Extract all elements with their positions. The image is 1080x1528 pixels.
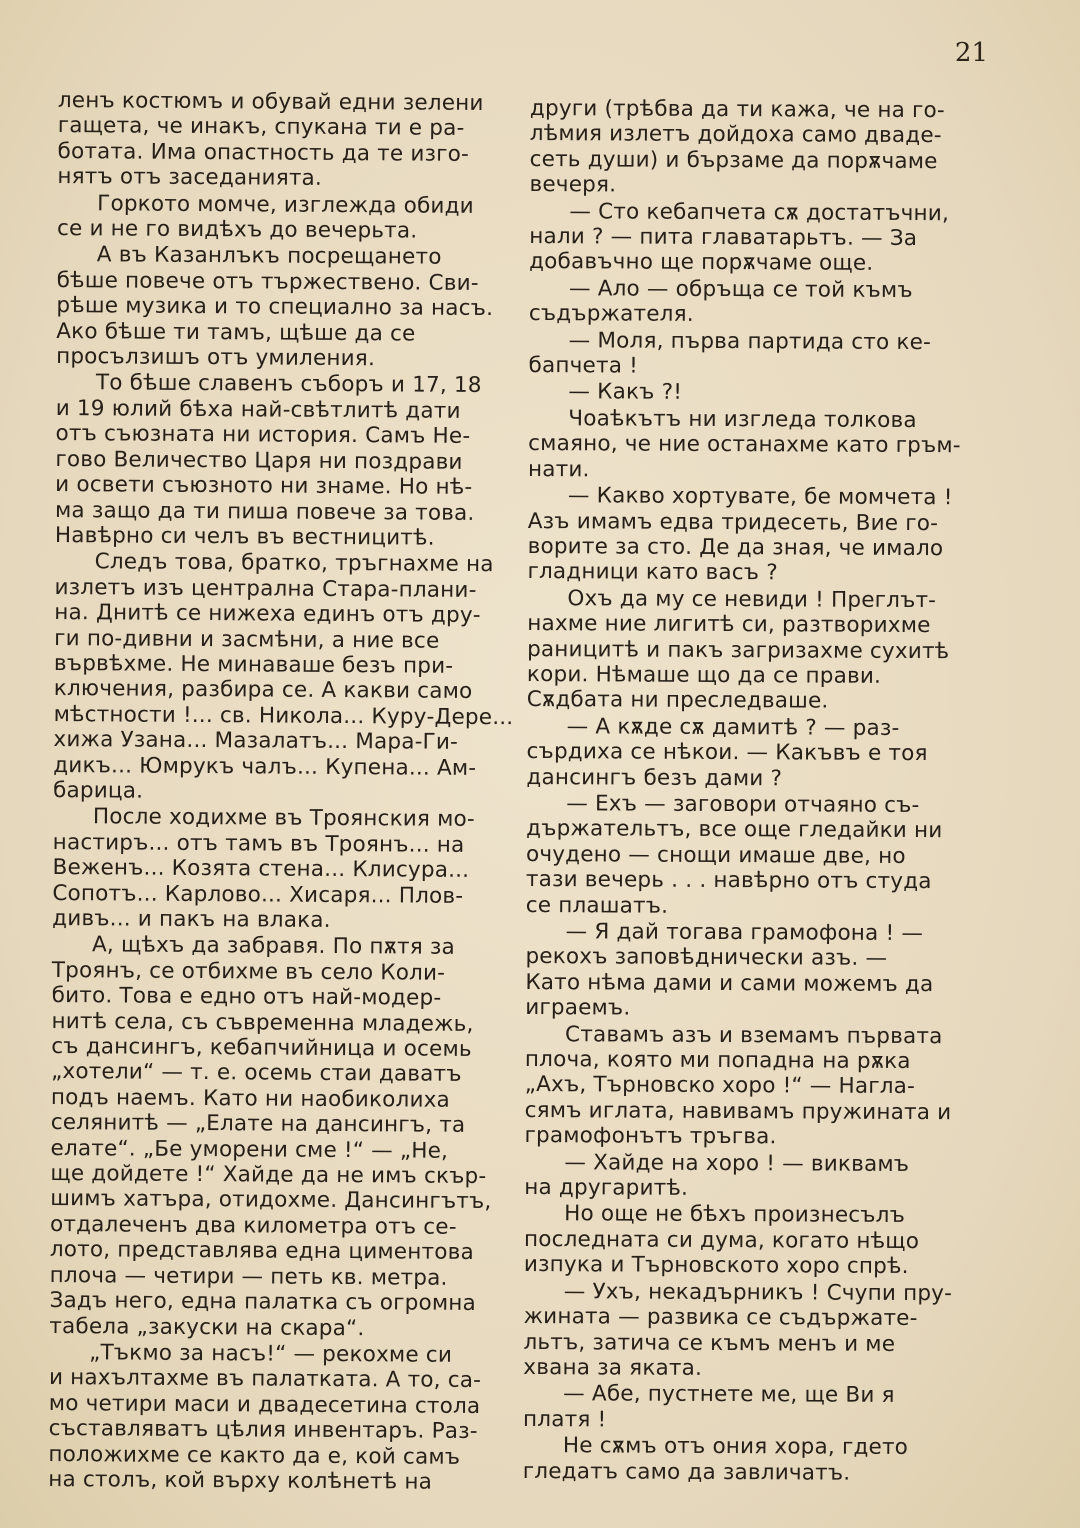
paragraph bbox=[57, 191, 521, 245]
text-line: нятъ отъ заседанията. bbox=[57, 164, 323, 192]
text-line: селянитѣ — „Елате на дансингъ, та bbox=[50, 1110, 466, 1139]
text-line: „Тъкмо за насъ!“ — рекохме си bbox=[89, 1340, 453, 1368]
paragraph bbox=[524, 1150, 982, 1203]
text-line: се плашатъ. bbox=[525, 892, 669, 919]
text-line: последната си дума, когато нѣщо bbox=[523, 1226, 920, 1254]
text-line: нитѣ села, съ съвременна младежь, bbox=[51, 1008, 474, 1037]
text-line: Охъ да му се невиди ! Преглът- bbox=[567, 585, 937, 613]
text-line: други (трѣбва да ти кажа, че на го- bbox=[529, 96, 945, 124]
paragraph bbox=[56, 242, 521, 372]
paragraph bbox=[527, 586, 986, 715]
text-line: ворите за сто. Де да зная, че имало bbox=[527, 533, 944, 562]
text-line: дивъ... и пакъ на влака. bbox=[52, 905, 331, 933]
paragraph bbox=[528, 379, 986, 407]
paragraph bbox=[48, 1340, 513, 1496]
text-line: — Сто кебапчета сѫ достатъчни, bbox=[569, 198, 950, 226]
text-line: Ако бѣше ти тамъ, щѣше да се bbox=[56, 318, 416, 347]
paragraph bbox=[523, 1433, 981, 1486]
text-line: държательтъ, все още гледайки ни bbox=[526, 816, 943, 844]
text-line: — Ало — обръща се той къмъ bbox=[568, 276, 913, 303]
text-line: бито. Това е едно отъ най-модер- bbox=[51, 983, 442, 1011]
text-line: плоча, която ми попадна на рѫка bbox=[524, 1047, 911, 1075]
text-line: ги по-дивни и засмѣни, а ние все bbox=[54, 625, 440, 654]
text-line: на столъ, кой върху колѣнетѣ на bbox=[48, 1466, 433, 1495]
text-line: жината — развика се съдържате- bbox=[523, 1304, 918, 1332]
text-line: дансингъ безъ дами ? bbox=[526, 764, 783, 791]
text-line: вървѣхме. Не минаваше безъ при- bbox=[53, 650, 454, 679]
text-line: нати. bbox=[527, 456, 590, 483]
text-line: отдалеченъ два километра отъ се- bbox=[49, 1211, 457, 1240]
text-line: гово Величество Царя ни поздрави bbox=[55, 446, 463, 475]
text-line: хвана за яката. bbox=[523, 1354, 703, 1381]
text-line: изпука и Търновското хоро спрѣ. bbox=[523, 1252, 909, 1280]
text-line: А въ Казанлъкъ посрещането bbox=[96, 242, 442, 271]
text-line: ключения, разбира се. А какви само bbox=[53, 676, 473, 705]
paragraph bbox=[52, 804, 517, 934]
text-line: грамофонътъ тръгва. bbox=[524, 1123, 777, 1150]
text-line: Чоаѣкътъ ни изгледа толкова bbox=[568, 406, 917, 433]
text-line: сеть души) и бързаме да порѫчаме bbox=[529, 146, 938, 174]
text-line: гледатъ само да завличатъ. bbox=[522, 1458, 851, 1486]
paragraph bbox=[49, 932, 516, 1342]
paragraph bbox=[55, 370, 520, 551]
text-line: Навѣрно си челъ въ вестницитѣ. bbox=[54, 522, 435, 551]
text-line: — Какъ ?! bbox=[568, 379, 683, 406]
text-line: на другаритѣ. bbox=[524, 1175, 689, 1201]
text-line: — Какво хортувате, бе момчета ! bbox=[567, 483, 953, 511]
text-line: ленъ костюмъ и обувай едни зелени bbox=[57, 88, 484, 116]
text-line: То бѣше славенъ съборъ и 17, 18 bbox=[95, 370, 482, 399]
text-line: мо четири маси и двадесетина стола bbox=[48, 1390, 481, 1419]
text-line: мѣстности !... св. Никола... Куру-Дере... bbox=[53, 701, 514, 730]
text-line: ма защо да ти пиша повече за това. bbox=[54, 497, 475, 526]
paragraph bbox=[524, 1022, 983, 1151]
text-line: бѣше повече отъ тържествено. Сви- bbox=[56, 267, 479, 296]
paragraph bbox=[523, 1381, 981, 1434]
text-line: Сопотъ... Карлово... Хисаря... Плов- bbox=[52, 880, 464, 909]
text-line: льтъ, затича се къмъ менъ и ме bbox=[523, 1329, 896, 1357]
text-line: гащета, че инакъ, спукана ти е ра- bbox=[57, 113, 465, 142]
paragraph bbox=[529, 199, 987, 278]
text-line: подъ наемъ. Като ни наобиколиха bbox=[50, 1084, 451, 1113]
text-line: табела „закуски на скара“. bbox=[49, 1313, 365, 1341]
paragraph bbox=[526, 714, 984, 793]
text-line: раницитѣ и пакъ загризахме сухитѣ bbox=[527, 636, 950, 664]
text-line: „хотели“ — т. е. осемь стаи даватъ bbox=[51, 1059, 462, 1088]
text-line: Задъ него, една палатка съ огромна bbox=[49, 1288, 477, 1317]
paragraph bbox=[53, 549, 519, 806]
text-line: тази вечерь . . . навѣрно отъ студа bbox=[525, 867, 932, 895]
text-line: — Абе, пустнете ме, ще Ви я bbox=[563, 1381, 895, 1409]
text-line: елате“. „Бе уморени сме !“ — „Не, bbox=[50, 1135, 449, 1164]
text-line: — Ухъ, некадърникъ ! Счупи пру- bbox=[563, 1278, 953, 1306]
text-line: отъ съюзната ни история. Самъ Не- bbox=[55, 421, 471, 450]
text-line: просълзишъ отъ умиления. bbox=[56, 344, 376, 372]
text-line: настиръ... отъ тамъ въ Троянъ... на bbox=[52, 829, 465, 858]
paragraph bbox=[529, 328, 987, 381]
paragraph bbox=[524, 1201, 982, 1280]
paragraph bbox=[528, 406, 986, 485]
text-line: съдържателя. bbox=[528, 301, 694, 328]
text-line: Но още не бѣхъ произнесълъ bbox=[564, 1201, 906, 1229]
text-line: — Ехъ — заговори отчаяно съ- bbox=[566, 791, 920, 819]
text-line: платя ! bbox=[523, 1406, 607, 1433]
left-text-column bbox=[48, 88, 522, 1497]
text-line: шимъ хатъра, отидохме. Дансингътъ, bbox=[50, 1186, 492, 1215]
text-line: Азъ имамъ едва тридесеть, Вие го- bbox=[527, 508, 939, 536]
paragraph bbox=[527, 483, 986, 587]
text-line: Сѫдбата ни преследваше. bbox=[526, 687, 829, 714]
text-line: и освети съюзното ни знаме. Но нѣ- bbox=[55, 472, 473, 500]
text-line: — Я дай тогава грамофона ! — bbox=[565, 919, 924, 947]
text-line: хижа Узана... Мазалатъ... Мара-Ги- bbox=[53, 727, 459, 755]
text-line: излетъ изъ централна Стара-плани- bbox=[54, 574, 477, 603]
text-line: А, щѣхъ да забравя. По пѫтя за bbox=[91, 932, 456, 961]
text-line: Като нѣма дами и сами можемъ да bbox=[525, 969, 934, 997]
text-line: — А кѫде сѫ дамитѣ ? — раз- bbox=[566, 713, 900, 741]
text-line: съставляватъ цѣлия инвентаръ. Раз- bbox=[48, 1416, 478, 1445]
text-line: плоча — четири — петь кв. метра. bbox=[49, 1262, 448, 1291]
text-line: сямъ иглата, навивамъ пружината и bbox=[524, 1097, 952, 1126]
text-line: лото, представлява една циментова bbox=[49, 1237, 474, 1266]
text-line: — Хайде на хоро ! — виквамъ bbox=[564, 1149, 910, 1177]
text-line: нали ? — пита главатарьтъ. — За bbox=[529, 224, 918, 252]
text-line: нахме ние лигитѣ си, разтворихме bbox=[527, 611, 931, 639]
text-line: и 19 юлий бѣха най-свѣтлитѣ дати bbox=[55, 395, 461, 424]
text-line: ще дойдете !“ Хайде да не имъ скър- bbox=[50, 1161, 487, 1190]
text-line: Ставамъ азъ и вземамъ първата bbox=[565, 1021, 943, 1049]
text-line: Горкото момче, изглежда обиди bbox=[97, 190, 474, 219]
text-line: Веженъ... Козята стена... Клисура... bbox=[52, 855, 470, 884]
text-line: рѣше музика и то специално за насъ. bbox=[56, 293, 494, 322]
text-line: смаяно, че ние останахме като гръм- bbox=[528, 431, 961, 459]
text-line: Следъ това, братко, тръгнахме на bbox=[94, 549, 494, 578]
paragraph bbox=[529, 276, 987, 329]
text-line: бапчета ! bbox=[528, 353, 639, 379]
text-line: и нахълтахме въ палатката. А то, са- bbox=[48, 1365, 482, 1394]
text-line: очудено — снощи имаше две, но bbox=[525, 841, 906, 869]
text-line: Троянъ, се отбихме въ село Коли- bbox=[51, 957, 446, 986]
paragraph bbox=[57, 88, 522, 193]
text-line: играемъ. bbox=[525, 995, 631, 1021]
text-line: добавъчно ще порѫчаме още. bbox=[529, 249, 874, 277]
text-line: положихме се както да е, кой самъ bbox=[48, 1441, 461, 1470]
page-number: 21 bbox=[954, 38, 988, 68]
text-line: — Моля, първа партида сто ке- bbox=[568, 327, 932, 355]
paragraph bbox=[525, 919, 984, 1023]
text-line: вечеря. bbox=[529, 172, 617, 198]
text-line: После ходихме въ Троянския мо- bbox=[92, 804, 475, 833]
paragraph bbox=[526, 791, 985, 920]
text-line: дикъ... Юмрукъ чалъ... Купена... Ам- bbox=[53, 752, 477, 781]
paragraph bbox=[523, 1279, 982, 1383]
text-line: барица. bbox=[53, 777, 144, 804]
paragraph bbox=[529, 96, 988, 200]
right-text-column bbox=[523, 96, 988, 1487]
text-line: на. Днитѣ се нижеха единъ отъ дру- bbox=[54, 600, 481, 629]
text-line: кори. Нѣмаше що да се прави. bbox=[526, 661, 882, 689]
text-line: Не сѫмъ отъ ония хора, гдето bbox=[562, 1433, 909, 1461]
text-line: рекохъ заповѣднически азъ. — bbox=[525, 944, 888, 972]
text-line: сърдиха се нѣкои. — Какъвъ е тоя bbox=[526, 739, 928, 767]
text-line: се и не го видѣхъ до вечерьта. bbox=[56, 216, 418, 244]
text-line: съ дансингъ, кебапчийница и осемь bbox=[51, 1034, 472, 1062]
text-line: ботата. Има опастность да те изго- bbox=[57, 138, 470, 167]
text-line: лѣмия излетъ дойдоха само дваде- bbox=[529, 121, 942, 149]
text-line: „Ахъ, Търновско хоро !“ — Нагла- bbox=[524, 1072, 916, 1100]
text-line: гладници като васъ ? bbox=[527, 559, 778, 586]
